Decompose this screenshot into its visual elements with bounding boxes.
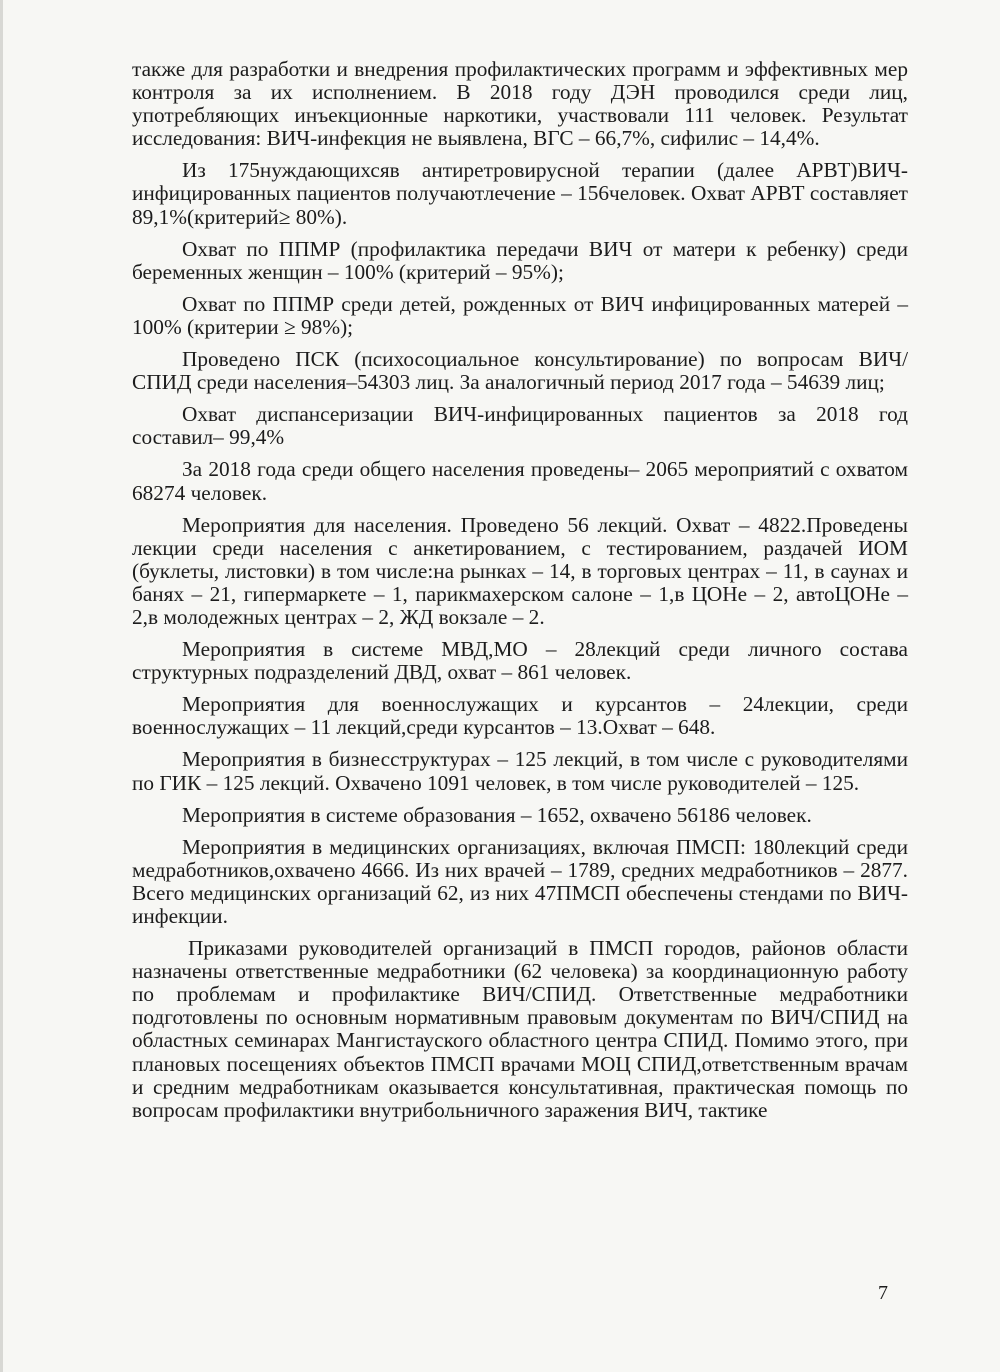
paragraph-13: Мероприятия в медицинских организациях, включая ПМСП: 180лекций среди медработников,охвачено 4666. Из них врачей – 1789, средних медработников – 2877. Всего медицинских организаций 62, из них 47ПМСП обеспечены стендами по ВИЧ-инфекции. <box>132 834 908 928</box>
scan-edge <box>0 0 3 1372</box>
paragraph-9: Мероприятия в системе МВД,МО – 28лекций среди личного состава структурных подразделений ДВД, охват – 861 человек. <box>132 637 908 685</box>
paragraph-8: Мероприятия для населения. Проведено 56 лекций. Охват – 4822.Проведены лекции среди населения с анкетированием, с тестированием, раздачей ИОМ (буклеты, листовки) в том числе:на рынках – 14, в торговых центрах – 11, в саунах и банях – 21, гипермаркете – 1, парикмахерском салоне – 1,в ЦОНе – 2, автоЦОНе – 2,в молодежных центрах – 2, ЖД вокзале – 2. <box>132 512 908 629</box>
paragraph-4: Охват по ППМР среди детей, рожденных от ВИЧ инфицированных матерей – 100% (критерии ≥ 98%); <box>132 291 908 339</box>
paragraph-11: Мероприятия в бизнесструктурах – 125 лекций, в том числе с руководителями по ГИК – 125 лекций. Охвачено 1091 человек, в том числе руководителей – 125. <box>132 747 908 795</box>
paragraph-2: Из 175нуждающихсяв антиретровирусной терапии (далее АРВТ)ВИЧ-инфицированных пациентов получаютлечение – 156человек. Охват АРВТ составляет 89,1%(критерий≥ 80%). <box>132 158 908 229</box>
document-body <box>132 58 908 1131</box>
paragraph-14: Приказами руководителей организаций в ПМСП городов, районов области назначены ответственные медработники (62 человека) за координационную работу по проблемам и профилактике ВИЧ/СПИД. Ответственные медработники подготовлены по основным нормативным правовым документам по ВИЧ/СПИД на областных семинарах Мангистауского областного центра СПИД. Помимо этого, при плановых посещениях объектов ПМСП врачами МОЦ СПИД,ответственным врачам и средним медработникам оказывается консультативная, практическая помощь по вопросам профилактики внутрибольничного заражения ВИЧ, тактике <box>132 936 908 1122</box>
paragraph-10: Мероприятия для военнослужащих и курсантов – 24лекции, среди военнослужащих – 11 лекций,среди курсантов – 13.Охват – 648. <box>132 692 908 740</box>
paragraph-6: Охват диспансеризации ВИЧ-инфицированных пациентов за 2018 год составил– 99,4% <box>132 402 908 450</box>
paragraph-5: Проведено ПСК (психосоциальное консультирование) по вопросам ВИЧ/СПИД среди населения–54303 лиц. За аналогичный период 2017 года – 54639 лиц; <box>132 347 908 395</box>
paragraph-1: также для разработки и внедрения профилактических программ и эффективных мер контроля за их исполнением. В 2018 году ДЭН проводился среди лиц, употребляющих инъекционные наркотики, участвовали 111 человек. Результат исследования: ВИЧ-инфекция не выявлена, ВГС – 66,7%, сифилис – 14,4%. <box>132 57 908 151</box>
page-number: 7 <box>878 1282 888 1304</box>
paragraph-12: Мероприятия в системе образования – 1652, охвачено 56186 человек. <box>182 802 812 827</box>
paragraph-7: За 2018 года среди общего населения проведены– 2065 мероприятий с охватом 68274 человек. <box>132 457 908 505</box>
paragraph-3: Охват по ППМР (профилактика передачи ВИЧ от матери к ребенку) среди беременных женщин – 100% (критерий – 95%); <box>132 236 908 284</box>
